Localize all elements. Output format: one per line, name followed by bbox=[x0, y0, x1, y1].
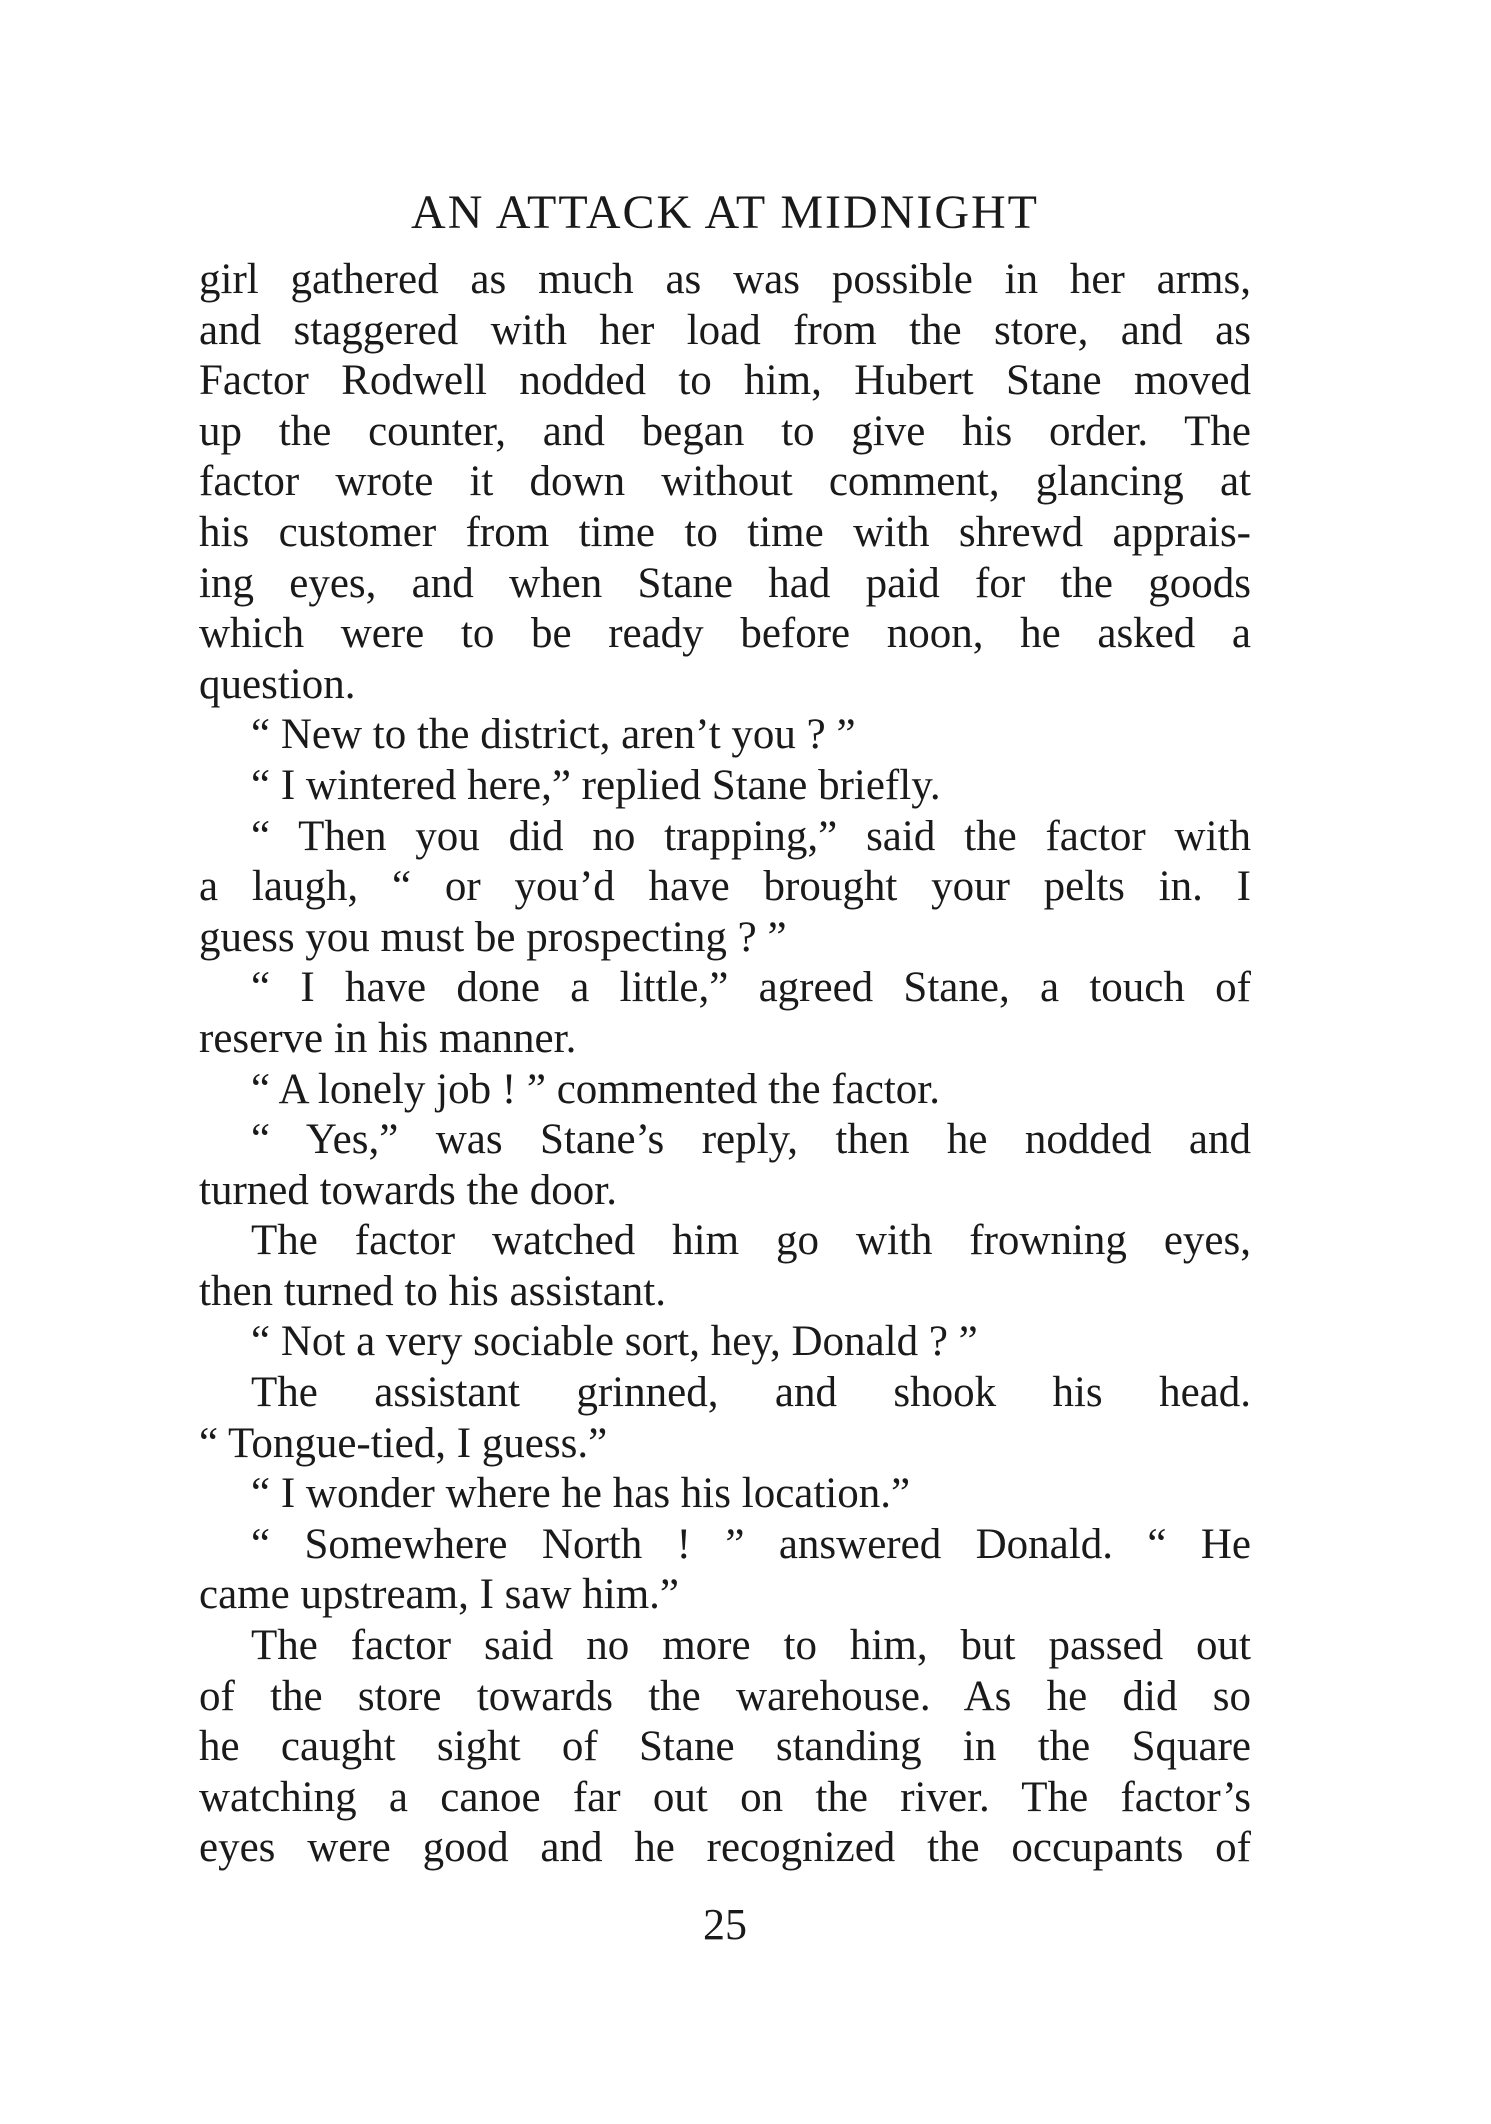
text-line: he caught sight of Stane standing in the Square bbox=[199, 1723, 1251, 1771]
text-line: question. bbox=[199, 660, 356, 708]
text-line: Factor Rodwell nodded to him, Hubert Stane moved bbox=[199, 357, 1251, 405]
text-line: The factor watched him go with frowning eyes, bbox=[251, 1217, 1251, 1265]
text-line: The assistant grinned, and shook his head. bbox=[251, 1369, 1251, 1417]
text-line: “ Then you did no trapping,” said the factor with bbox=[251, 812, 1251, 860]
text-line: “ Not a very sociable sort, hey, Donald ? ” bbox=[251, 1318, 978, 1366]
text-line: The factor said no more to him, but passed out bbox=[251, 1622, 1251, 1670]
body-text bbox=[199, 255, 1251, 1874]
running-head: AN ATTACK AT MIDNIGHT bbox=[411, 186, 1039, 239]
text-line: “ I wonder where he has his location.” bbox=[251, 1470, 911, 1518]
text-line: turned towards the door. bbox=[199, 1166, 617, 1214]
text-line: “ Tongue-tied, I guess.” bbox=[199, 1419, 608, 1467]
text-line: guess you must be prospecting ? ” bbox=[199, 913, 787, 961]
text-line: “ I have done a little,” agreed Stane, a touch of bbox=[251, 964, 1251, 1012]
text-line: “ Somewhere North ! ” answered Donald. “ He bbox=[251, 1520, 1251, 1568]
text-line: “ New to the district, aren’t you ? ” bbox=[251, 711, 856, 759]
text-line: came upstream, I saw him.” bbox=[199, 1571, 679, 1619]
text-line: reserve in his manner. bbox=[199, 1014, 577, 1062]
text-line: which were to be ready before noon, he asked a bbox=[199, 610, 1251, 658]
text-line: a laugh, “ or you’d have brought your pelts in. I bbox=[199, 863, 1251, 911]
page-number: 25 bbox=[703, 1900, 747, 1949]
text-line: factor wrote it down without comment, glancing at bbox=[199, 458, 1251, 506]
text-line: watching a canoe far out on the river. The factor’s bbox=[199, 1773, 1251, 1821]
text-line: girl gathered as much as was possible in her arms, bbox=[199, 256, 1251, 303]
text-line: up the counter, and began to give his order. The bbox=[199, 407, 1251, 455]
text-line: “ A lonely job ! ” commented the factor. bbox=[251, 1065, 940, 1113]
text-line: and staggered with her load from the store, and as bbox=[199, 306, 1251, 354]
text-line: “ Yes,” was Stane’s reply, then he nodded and bbox=[251, 1116, 1251, 1164]
text-line: ing eyes, and when Stane had paid for the goods bbox=[199, 559, 1251, 607]
text-line: “ I wintered here,” replied Stane briefly. bbox=[251, 761, 941, 809]
text-line: eyes were good and he recognized the occupants of bbox=[199, 1824, 1251, 1872]
text-line: then turned to his assistant. bbox=[199, 1267, 666, 1315]
text-line: his customer from time to time with shrewd apprais- bbox=[199, 508, 1251, 556]
text-line: of the store towards the warehouse. As he did so bbox=[199, 1672, 1251, 1720]
